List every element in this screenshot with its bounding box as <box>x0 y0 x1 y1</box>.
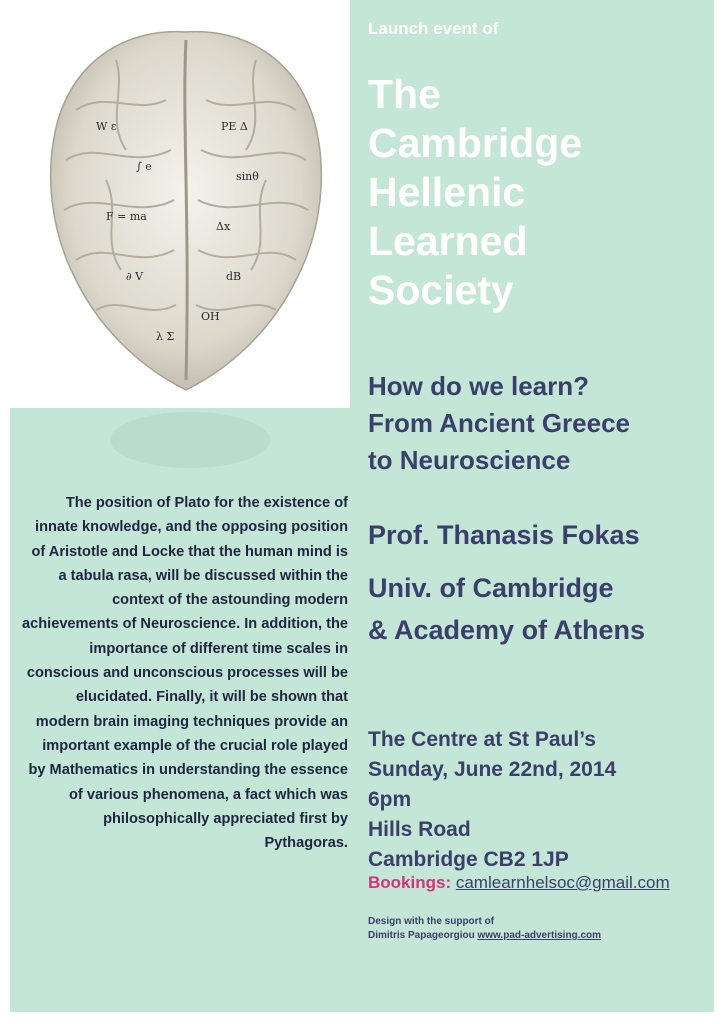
credit-line: Design with the support of <box>368 916 495 927</box>
svg-text:W ε: W ε <box>96 120 117 133</box>
society-title <box>368 70 582 315</box>
venue-line: Hills Road <box>368 818 471 841</box>
venue-line: The Centre at St Paul’s <box>368 728 596 751</box>
title-line: Learned <box>368 218 528 264</box>
venue-line: Sunday, June 22nd, 2014 <box>368 758 617 781</box>
title-line: Society <box>368 267 514 313</box>
bookings-line <box>368 873 670 893</box>
title-line: The <box>368 71 441 117</box>
talk-title-line: From Ancient Greece <box>368 408 631 438</box>
abstract-text: The position of Plato for the existence of innate knowledge, and the opposing position of Aristotle and Locke that the human mind is a tabula rasa, will be discussed within the context of the astounding modern achievements of Neuroscience. In addition, the importance of different time scales in conscious and unconscious processes will be elucidated. Finally, it will be shown that modern brain imaging techniques provide an important example of the crucial role played by Mathematics in understanding the essence of various phenomena, a fact which was philosophically appreciated first by Pythagoras. <box>22 495 349 852</box>
affiliation-line: Univ. of Cambridge <box>368 573 614 603</box>
brain-image-panel <box>10 0 350 408</box>
svg-text:λ Σ: λ Σ <box>156 330 175 343</box>
svg-text:∫ e: ∫ e <box>136 160 152 173</box>
svg-text:Δx: Δx <box>216 220 231 233</box>
speaker-affiliation <box>368 567 645 651</box>
svg-text:OH: OH <box>201 310 220 323</box>
svg-text:dB: dB <box>226 270 242 283</box>
brain-reflection <box>100 410 280 480</box>
bookings-email-link[interactable]: camlearnhelsoc@gmail.com <box>455 873 670 892</box>
svg-text:∂ V: ∂ V <box>126 270 144 283</box>
venue-line: Cambridge CB2 1JP <box>368 848 569 871</box>
design-credit <box>368 915 601 943</box>
poster <box>10 0 714 1012</box>
credit-name: Dimitris Papageorgiou <box>368 930 475 941</box>
talk-title <box>368 368 630 479</box>
svg-text:sinθ: sinθ <box>236 170 259 183</box>
brain-illustration <box>36 20 336 400</box>
credit-line-2 <box>368 929 601 943</box>
venue-line: 6pm <box>368 788 412 811</box>
svg-text:PE Δ: PE Δ <box>221 120 248 133</box>
svg-text:F = ma: F = ma <box>106 210 147 223</box>
credit-url-link[interactable]: www.pad-advertising.com <box>477 930 602 941</box>
title-line: Cambridge <box>368 120 583 166</box>
speaker-name: Prof. Thanasis Fokas <box>368 520 640 550</box>
kicker-text: Launch event of <box>368 19 499 38</box>
talk-title-line: How do we learn? <box>368 371 590 401</box>
talk-title-line: to Neuroscience <box>368 445 571 475</box>
venue-details <box>368 725 616 875</box>
bookings-label: Bookings: <box>368 873 452 892</box>
title-line: Hellenic <box>368 169 526 215</box>
affiliation-line: & Academy of Athens <box>368 615 646 645</box>
